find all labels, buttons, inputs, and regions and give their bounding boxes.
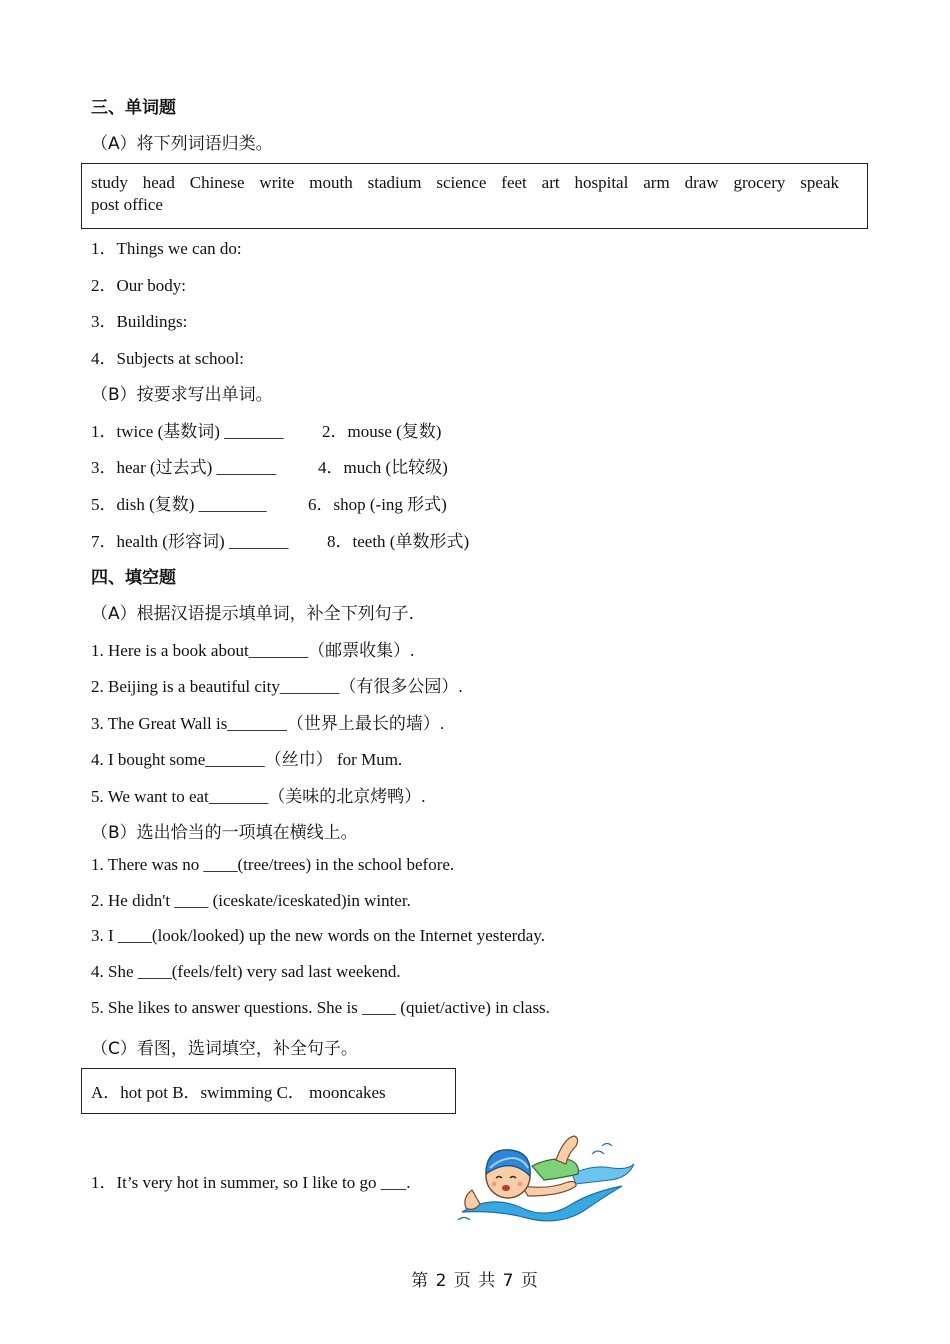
word-form-item: 7．health (形容词) _______	[91, 532, 289, 551]
picture-item: 1．It’s very hot in summer, so I like to go ___.	[91, 1173, 411, 1192]
fill-in-item: 3. The Great Wall is_______（世界上最长的墙）.	[91, 714, 445, 733]
word-form-item: 2．mouse (复数)	[322, 422, 442, 441]
choice-item: 3. I ____(look/looked) up the new words on the Internet yesterday.	[91, 926, 546, 945]
list-item: 4．Subjects at school:	[91, 349, 244, 368]
section-3b-instruction: （B）按要求写出单词。	[91, 385, 273, 405]
word-form-item: 4．much (比较级)	[318, 458, 448, 477]
list-item: 2．Our body:	[91, 276, 186, 295]
page-footer: 第 2 页 共 7 页	[411, 1271, 539, 1291]
word-form-item: 8．teeth (单数形式)	[327, 532, 470, 551]
choice-item: 5. She likes to answer questions. She is ____ (quiet/active) in class.	[91, 998, 550, 1017]
word-form-item: 6．shop (-ing 形式)	[308, 495, 447, 514]
section-3-title: 三、单词题	[91, 98, 176, 118]
section-4c-instruction: （C）看图，选词填空，补全句子。	[91, 1039, 358, 1059]
word-form-item: 3．hear (过去式) _______	[91, 458, 277, 477]
list-item: 1．Things we can do:	[91, 239, 242, 258]
options-text: A．hot pot B．swimming C． mooncakes	[91, 1083, 386, 1102]
section-4b-instruction: （B）选出恰当的一项填在横线上。	[91, 823, 358, 843]
word-box	[81, 163, 868, 229]
choice-item: 4. She ____(feels/felt) very sad last weekend.	[91, 962, 401, 981]
word-form-item: 1．twice (基数词) _______	[91, 422, 284, 441]
choice-item: 1. There was no ____(tree/trees) in the school before.	[91, 855, 455, 874]
list-item: 3．Buildings:	[91, 312, 188, 331]
options-box	[81, 1068, 456, 1114]
fill-in-item: 5. We want to eat_______（美味的北京烤鸭）.	[91, 787, 426, 806]
choice-item: 2. He didn't ____ (iceskate/iceskated)in winter.	[91, 891, 411, 910]
word-form-item: 5．dish (复数) ________	[91, 495, 267, 514]
fill-in-item: 2. Beijing is a beautiful city_______（有很多公园）.	[91, 677, 463, 696]
swimmer-illustration	[452, 1124, 636, 1224]
word-box-line-1: study head Chinese write mouth stadium science feet art hospital arm draw grocery speak	[91, 173, 839, 192]
section-4-title: 四、填空题	[91, 568, 176, 588]
fill-in-item: 4. I bought some_______（丝巾） for Mum.	[91, 750, 403, 769]
word-box-line-2: post office	[91, 195, 163, 214]
section-3a-instruction: （A）将下列词语归类。	[91, 134, 273, 154]
fill-in-item: 1. Here is a book about_______（邮票收集）.	[91, 641, 415, 660]
section-4a-instruction: （A）根据汉语提示填单词，补全下列句子.	[91, 604, 415, 624]
